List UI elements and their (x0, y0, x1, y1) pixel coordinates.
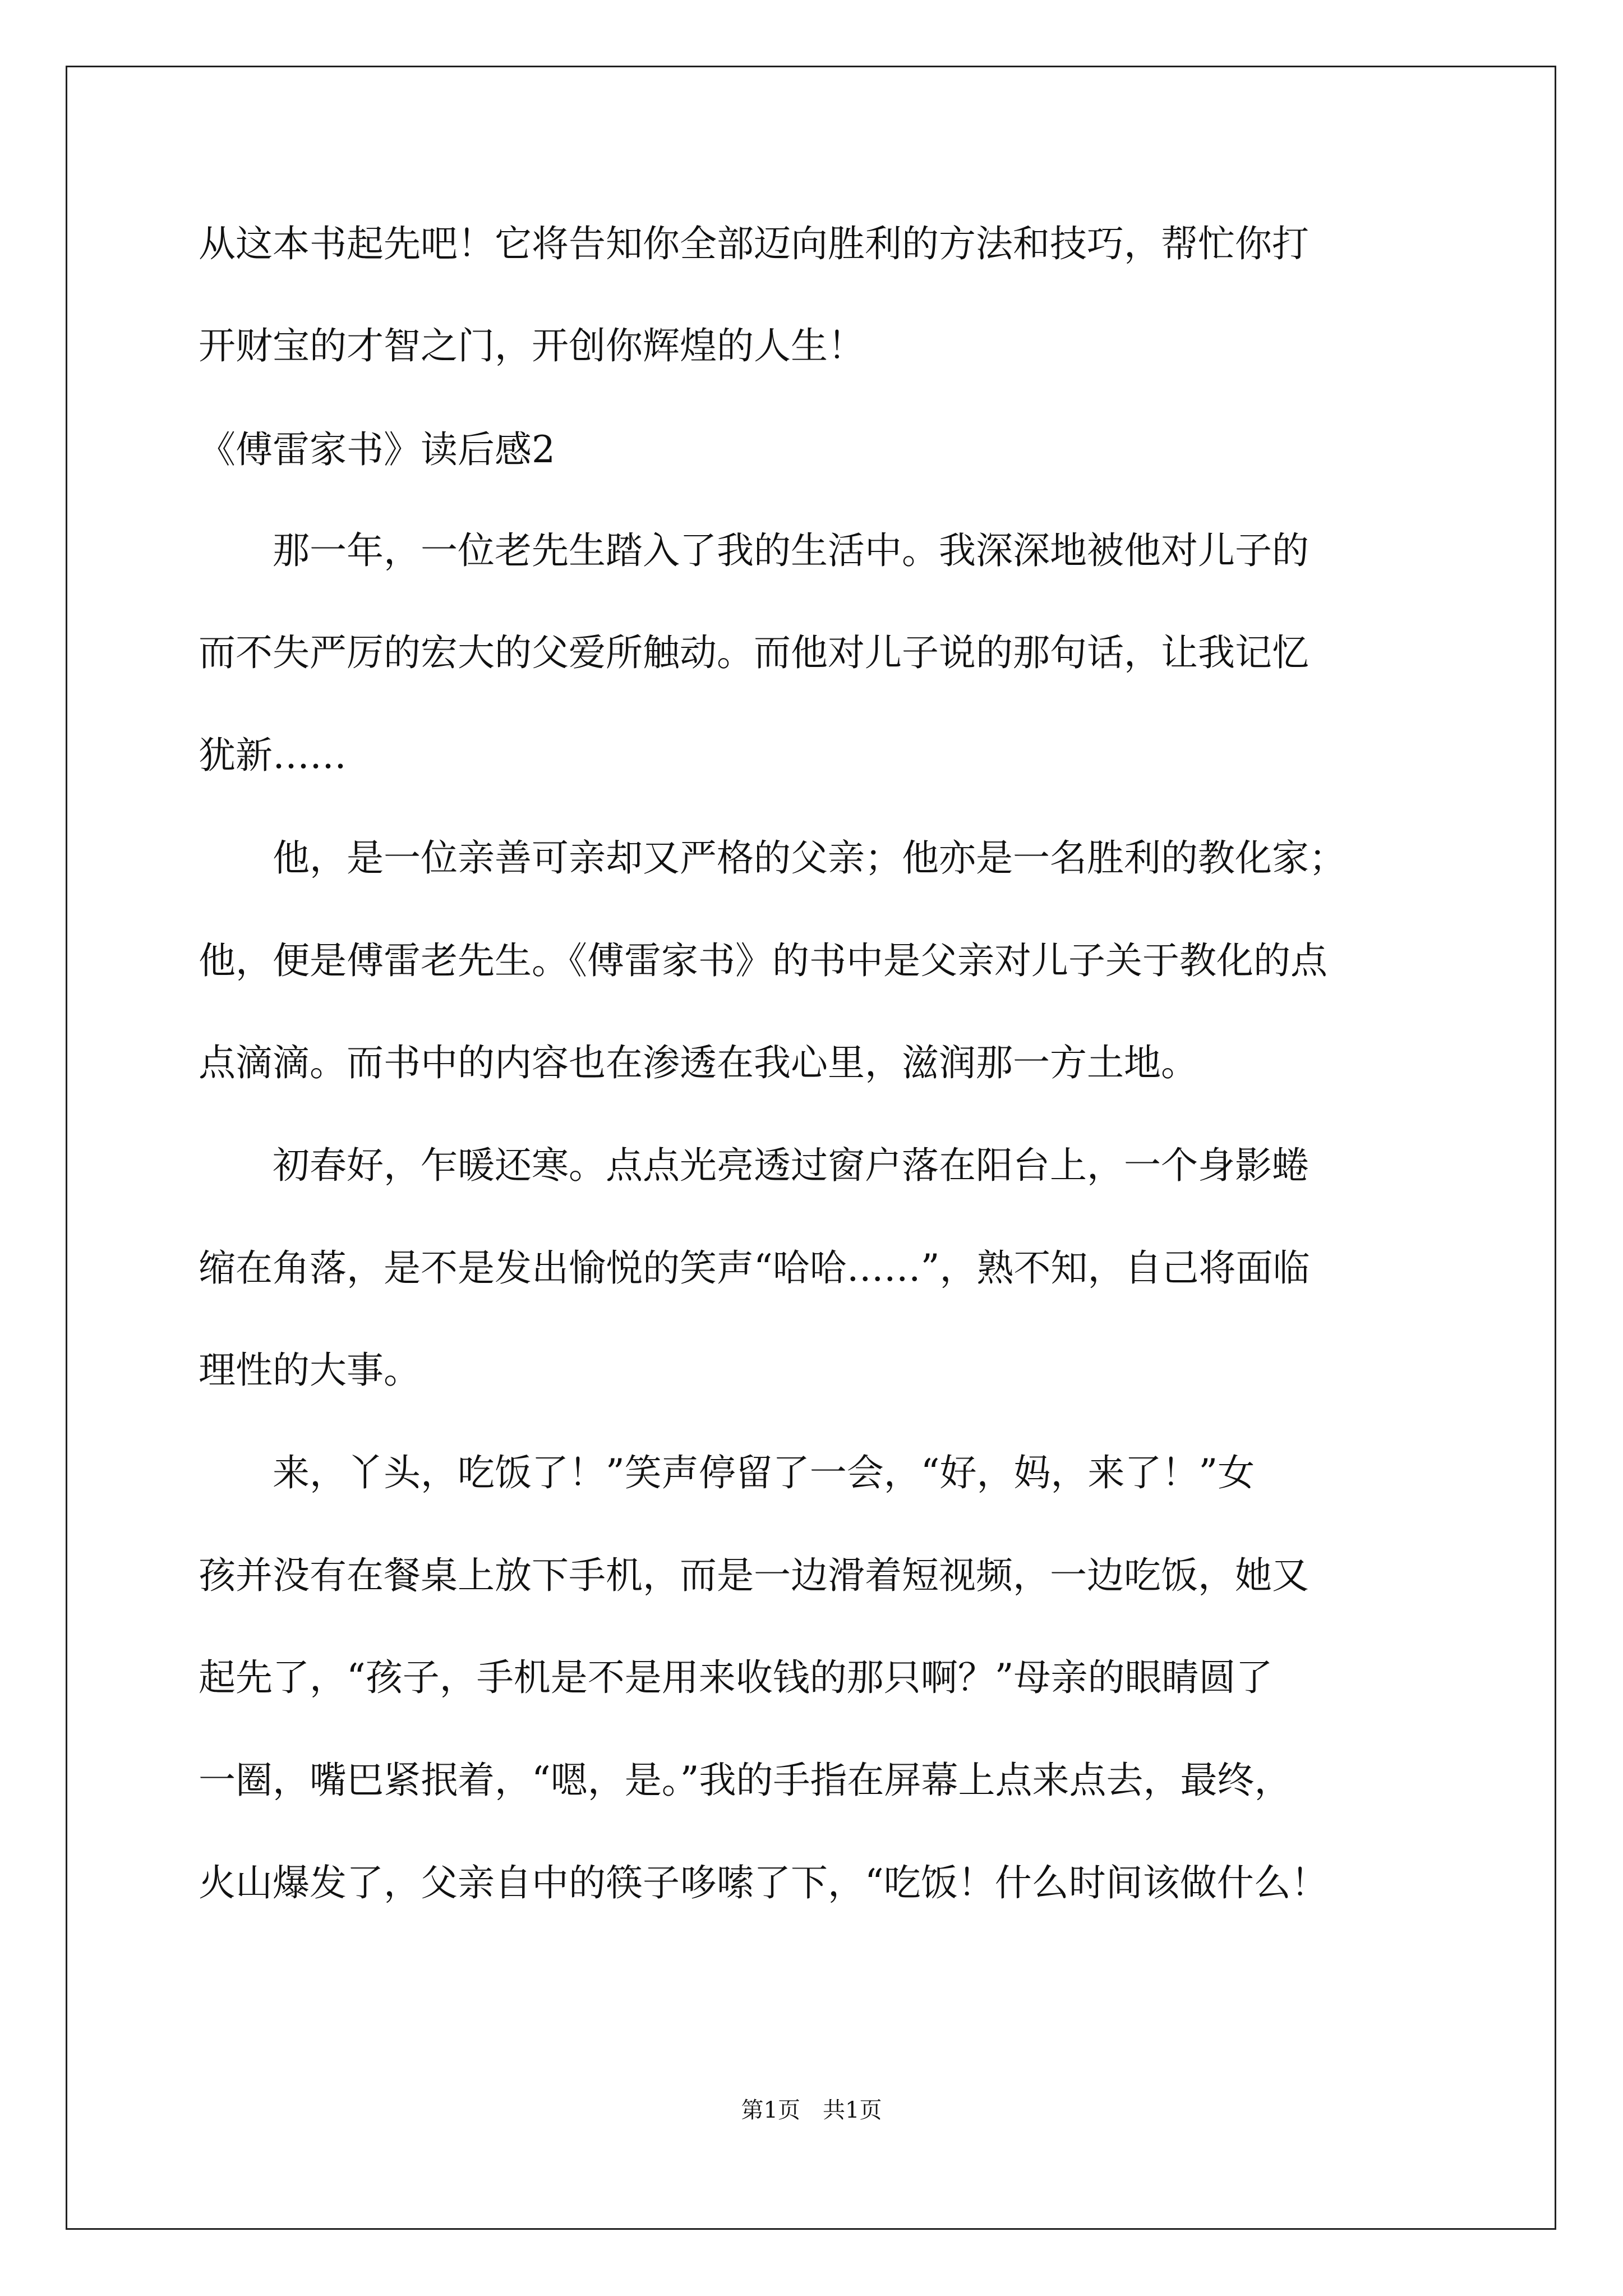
text-line: 一圈，嘴巴紧抿着，“嗯，是。”我的手指在屏幕上点来点去，最终， (199, 1759, 1292, 1802)
text-line: 缩在角落，是不是发出愉悦的笑声“哈哈……”，熟不知，自己将面临 (199, 1246, 1310, 1290)
text-line: 初春好，乍暖还寒。点点光亮透过窗户落在阳台上，一个身影蜷 (199, 1144, 1309, 1187)
text-line: 孩并没有在餐桌上放下手机，而是一边滑着短视频，一边吃饭，她又 (199, 1554, 1309, 1597)
text-line: 那一年，一位老先生踏入了我的生活中。我深深地被他对儿子的 (199, 529, 1309, 572)
text-line: 来，丫头，吃饭了！”笑声停留了一会，“好，妈，来了！”女 (199, 1451, 1255, 1494)
text-line: 他，是一位亲善可亲却又严格的父亲；他亦是一名胜利的教化家； (199, 836, 1346, 880)
text-line: 起先了，“孩子，手机是不是用来收钱的那只啊？”母亲的眼睛圆了 (199, 1656, 1273, 1699)
text-line: 火山爆发了，父亲自中的筷子哆嗦了下，“吃饭！什么时间该做什么！ (199, 1861, 1328, 1904)
text-line: 开财宝的才智之门，开创你辉煌的人生！ (199, 324, 865, 367)
text-line: 点滴滴。而书中的内容也在渗透在我心里，滋润那一方土地。 (199, 1041, 1198, 1084)
page-number: 第1页 共1页 (741, 2097, 882, 2123)
text-line: 他，便是傅雷老先生。《傅雷家书》的书中是父亲对儿子关于教化的点 (199, 939, 1327, 982)
text-line: 而不失严厉的宏大的父爱所触动。而他对儿子说的那句话，让我记忆 (199, 631, 1309, 674)
text-line: 犹新…… (199, 734, 347, 777)
text-line: 从这本书起先吧！它将告知你全部迈向胜利的方法和技巧，帮忙你打 (199, 222, 1309, 265)
text-line: 理性的大事。 (199, 1349, 421, 1392)
section-heading: 《傅雷家书》读后感2 (199, 428, 555, 471)
